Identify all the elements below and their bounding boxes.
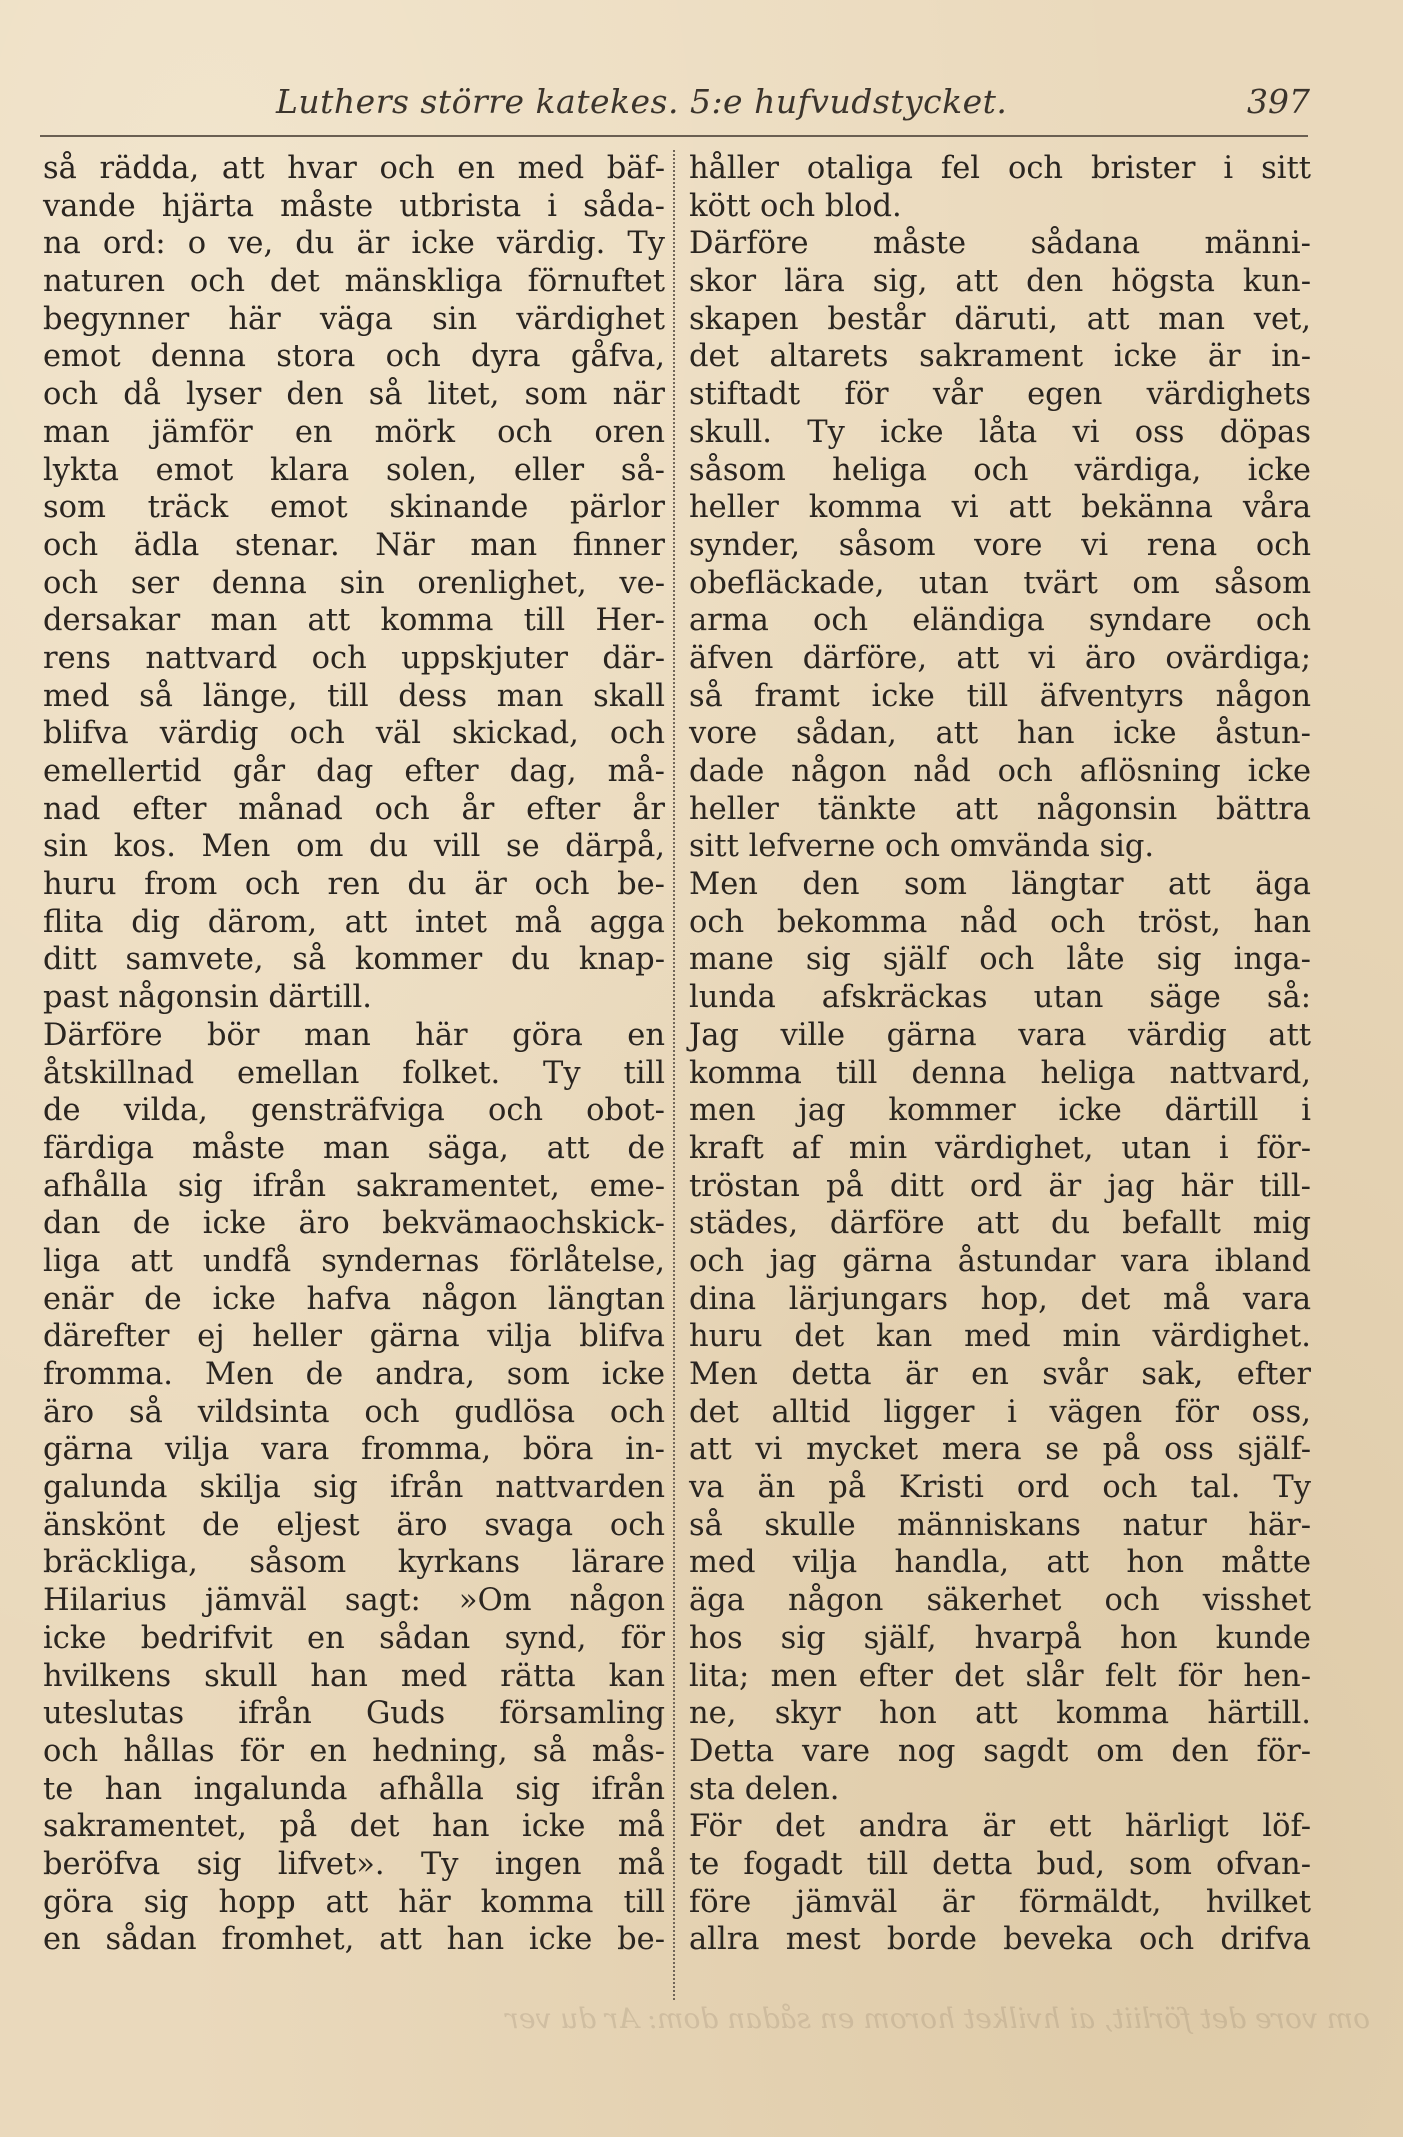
text-line: te fogadt till detta bud, som ofvan- (689, 1846, 1311, 1882)
text-line: med vilja handla, att hon måtte (689, 1545, 1311, 1581)
text-line: dan de icke äro bekvämaochskick- (43, 1206, 665, 1242)
text-line: såsom heliga och värdiga, icke (689, 452, 1311, 488)
page-number: 397 (1247, 82, 1310, 121)
text-line: För det andra är ett härligt löf- (689, 1809, 1311, 1845)
text-line: Men detta är en svår sak, efter (689, 1357, 1311, 1392)
text-line: va än på Kristi ord och tal. Ty (689, 1470, 1311, 1506)
text-line: gärna vilja vara fromma, böra in- (43, 1432, 665, 1468)
text-line: vore sådan, att han icke åstun- (689, 716, 1311, 752)
text-line: huru det kan med min värdighet. (689, 1319, 1311, 1355)
text-line: men jag kommer icke därtill i (689, 1093, 1311, 1129)
bleed-through-text: om vore det förliit, ai hvilket horom en sådan dom: Ar du ver (505, 2002, 1370, 2035)
text-line: de vilda, gensträfviga och obot- (43, 1093, 665, 1129)
text-line: man jämför en mörk och oren (43, 414, 665, 450)
text-line: och då lyser den så litet, som när (43, 377, 665, 413)
text-line: lita; men efter det slår felt för hen- (689, 1658, 1311, 1694)
text-line: skapen består däruti, att man vet, (689, 301, 1311, 337)
text-line: te han ingalunda afhålla sig ifrån (43, 1771, 665, 1807)
text-line: och bekomma nåd och tröst, han (689, 904, 1311, 940)
text-line: en sådan fromhet, att han icke be- (43, 1922, 665, 1958)
running-title: Luthers större katekes. 5:e hufvudstycket. (276, 82, 1008, 121)
text-line: naturen och det mänskliga förnuftet (43, 264, 665, 300)
text-line: dina lärjungars hop, det må vara (689, 1281, 1311, 1317)
text-line: och ser denna sin orenlighet, ve- (43, 565, 665, 601)
text-line: past någonsin därtill. (43, 980, 372, 1016)
text-line: emot denna stora och dyra gåfva, (43, 339, 665, 375)
text-line: fromma. Men de andra, som icke (43, 1357, 665, 1392)
text-line: huru from och ren du är och be- (43, 867, 665, 903)
text-line: sin kos. Men om du vill se därpå, (43, 829, 665, 865)
text-line: skor lära sig, att den högsta kun- (689, 264, 1311, 300)
text-line: vande hjärta måste utbrista i såda- (43, 188, 665, 224)
text-line: äga någon säkerhet och visshet (689, 1583, 1311, 1619)
text-line: rens nattvard och uppskjuter där- (43, 640, 665, 676)
text-line: stiftadt för vår egen värdighets (689, 377, 1311, 413)
text-line: icke bedrifvit en sådan synd, för (43, 1620, 665, 1656)
right-column (689, 150, 1311, 1959)
text-line: heller komma vi att bekänna våra (689, 490, 1311, 526)
text-line: na ord: o ve, du är icke värdig. Ty (43, 226, 665, 262)
text-line: Därföre måste sådana männi- (689, 226, 1311, 262)
text-line: synder, såsom vore vi rena och (689, 527, 1311, 563)
text-line: dersakar man att komma till Her- (43, 603, 665, 639)
text-line: lunda afskräckas utan säge så: (689, 980, 1311, 1016)
text-line: Jag ville gärna vara värdig att (689, 1017, 1311, 1053)
running-header (40, 82, 1310, 134)
text-line: så skulle människans natur här- (689, 1507, 1311, 1543)
column-divider (673, 150, 675, 2000)
text-line: änskönt de eljest äro svaga och (43, 1507, 665, 1543)
text-line: galunda skilja sig ifrån nattvarden (43, 1470, 665, 1506)
text-line: Detta vare nog sagdt om den för- (689, 1733, 1311, 1769)
text-line: håller otaliga fel och brister i sitt (689, 151, 1311, 186)
left-column (43, 150, 665, 1959)
text-line: lykta emot klara solen, eller så- (43, 452, 665, 488)
text-line: färdiga måste man säga, att de (43, 1130, 665, 1166)
text-line: så rädda, att hvar och en med bäf- (43, 151, 665, 186)
text-line: sakramentet, på det han icke må (43, 1809, 665, 1845)
text-line: arma och eländiga syndare och (689, 603, 1311, 639)
text-line: dade någon nåd och aflösning icke (689, 754, 1311, 789)
text-line: heller tänkte att någonsin bättra (689, 791, 1311, 827)
text-line: skull. Ty icke låta vi oss döpas (689, 414, 1311, 450)
text-line: tröstan på ditt ord är jag här till- (689, 1168, 1311, 1204)
text-line: och hållas för en hedning, så mås- (43, 1733, 665, 1769)
text-line: Därföre bör man här göra en (43, 1017, 665, 1053)
header-rule (40, 135, 1308, 137)
text-line: afhålla sig ifrån sakramentet, eme- (43, 1168, 665, 1204)
text-line: ditt samvete, så kommer du knap- (43, 942, 665, 978)
text-line: mane sig själf och låte sig inga- (689, 942, 1311, 978)
text-line: att vi mycket mera se på oss själf- (689, 1432, 1311, 1468)
text-line: nad efter månad och år efter år (43, 791, 665, 827)
text-line: kraft af min värdighet, utan i för- (689, 1130, 1311, 1166)
text-line: Men den som längtar att äga (689, 867, 1311, 903)
text-line: emellertid går dag efter dag, må- (43, 754, 665, 789)
text-line: sta delen. (689, 1771, 840, 1807)
text-line: äro så vildsinta och gudlösa och (43, 1394, 665, 1430)
text-line: beröfva sig lifvet». Ty ingen må (43, 1846, 665, 1882)
text-line: begynner här väga sin värdighet (43, 301, 665, 337)
text-line: uteslutas ifrån Guds församling (43, 1696, 665, 1732)
text-line: därefter ej heller gärna vilja blifva (43, 1319, 665, 1355)
text-line: äfven därföre, att vi äro ovärdiga; (689, 640, 1311, 676)
text-line: sitt lefverne och omvända sig. (689, 829, 1155, 865)
text-line: liga att undfå syndernas förlåtelse, (43, 1243, 665, 1279)
text-line: som träck emot skinande pärlor (43, 490, 665, 526)
text-line: kött och blod. (689, 188, 902, 224)
text-line: allra mest borde beveka och drifva (689, 1922, 1311, 1958)
text-line: det altarets sakrament icke är in- (689, 339, 1311, 375)
text-line: enär de icke hafva någon längtan (43, 1281, 665, 1317)
text-line: före jämväl är förmäldt, hvilket (689, 1884, 1311, 1920)
text-line: med så länge, till dess man skall (43, 678, 665, 714)
text-line: åtskillnad emellan folket. Ty till (43, 1055, 665, 1091)
text-line: obefläckade, utan tvärt om såsom (689, 565, 1311, 601)
text-line: flita dig därom, att intet må agga (43, 904, 665, 940)
text-line: och jag gärna åstundar vara ibland (689, 1243, 1311, 1279)
text-line: blifva värdig och väl skickad, och (43, 716, 665, 752)
text-line: städes, därföre att du befallt mig (689, 1206, 1311, 1242)
text-line: komma till denna heliga nattvard, (689, 1055, 1311, 1091)
text-line: det alltid ligger i vägen för oss, (689, 1394, 1311, 1430)
text-line: så framt icke till äfventyrs någon (689, 678, 1311, 714)
text-line: Hilarius jämväl sagt: »Om någon (43, 1583, 665, 1619)
text-line: göra sig hopp att här komma till (43, 1884, 665, 1920)
text-line: hos sig själf, hvarpå hon kunde (689, 1620, 1311, 1656)
text-line: och ädla stenar. När man finner (43, 527, 665, 563)
text-line: bräckliga, såsom kyrkans lärare (43, 1545, 665, 1581)
text-line: hvilkens skull han med rätta kan (43, 1658, 665, 1694)
text-line: ne, skyr hon att komma härtill. (689, 1696, 1311, 1732)
